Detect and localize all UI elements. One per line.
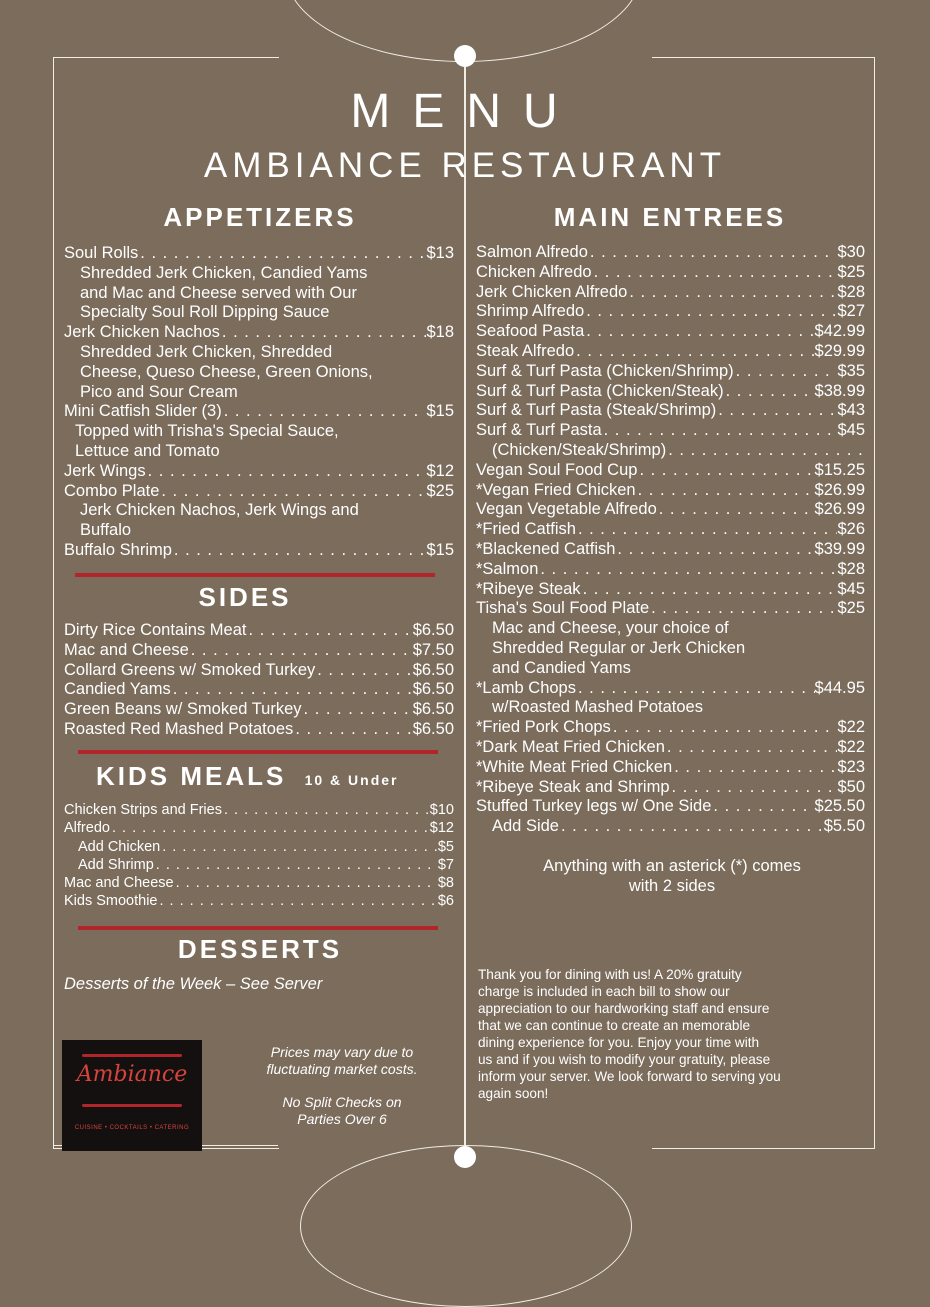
menu-item: Chicken Strips and Fries . . . $10 [64, 801, 454, 819]
menu-item: Chicken Alfredo . . . $25 [476, 263, 865, 283]
menu-item: (Chicken/Steak/Shrimp) . . . [476, 441, 865, 461]
menu-title: MENU [350, 85, 580, 138]
thank-you-line: inform your server. We look forward to serving you [478, 1069, 781, 1084]
menu-item: Salmon Alfredo . . . $30 [476, 243, 865, 263]
entrees-heading: MAIN ENTREES [553, 202, 787, 232]
thank-you-line: that we can continue to create an memorable [478, 1018, 751, 1033]
logo-ornament [82, 1104, 182, 1107]
menu-item: Green Beans w/ Smoked Turkey . . . $6.50 [64, 700, 454, 720]
menu-item: *Fried Pork Chops . . . $22 [476, 718, 865, 738]
menu-item: Soul Rolls . . . $13 [64, 244, 454, 264]
asterisk-note-line: with 2 sides [628, 876, 716, 895]
item-description: Topped with Trisha's Special Sauce, [75, 422, 339, 441]
logo-tagline: CUISINE • COCKTAILS • CATERING [74, 1125, 190, 1131]
menu-item: Surf & Turf Pasta (Chicken/Steak) . . . $38.99 [476, 382, 865, 402]
split-note-line: No Split Checks on [282, 1094, 402, 1110]
top-ornament [454, 45, 476, 67]
price-note-line: fluctuating market costs. [266, 1061, 418, 1077]
thank-you-line: us and if you wish to modify your gratuity, please [478, 1052, 771, 1067]
kids-title: KIDS MEALS [96, 761, 287, 791]
center-divider [464, 56, 466, 1156]
item-description: Pico and Sour Cream [80, 382, 238, 401]
menu-item: *Fried Catfish . . . $26 [476, 520, 865, 540]
entrees-list [476, 243, 865, 837]
item-description: Shredded Jerk Chicken, Candied Yams [80, 263, 368, 282]
price-note [232, 1044, 452, 1078]
divider-bar [78, 750, 438, 754]
restaurant-name: AMBIANCE RESTAURANT [203, 146, 727, 185]
menu-item: Combo Plate . . . $25 [64, 482, 454, 502]
menu-item: Mac and Cheese . . . $7.50 [64, 641, 454, 661]
asterisk-note-line: Anything with an asterick (*) comes [543, 857, 801, 875]
menu-item: Tisha's Soul Food Plate . . . $25 [476, 599, 865, 619]
menu-item: Alfredo . . . $12 [64, 819, 454, 837]
menu-item: Surf & Turf Pasta . . . $45 [476, 421, 865, 441]
menu-item: Steak Alfredo . . . $29.99 [476, 342, 865, 362]
thank-you-line: appreciation to our hardworking staff and ensure [478, 1001, 770, 1016]
menu-item: *Salmon . . . $28 [476, 560, 865, 580]
menu-item: Add Chicken . . . $5 [64, 838, 454, 856]
kids-heading [96, 761, 399, 792]
thank-you-line: again soon! [478, 1086, 549, 1101]
menu-item: Buffalo Shrimp . . . $15 [64, 541, 454, 561]
desserts-note: Desserts of the Week – See Server [64, 975, 323, 993]
item-description: and Candied Yams [492, 658, 631, 677]
menu-item: *Vegan Fried Chicken . . . $26.99 [476, 481, 865, 501]
menu-item: Roasted Red Mashed Potatoes . . . $6.50 [64, 720, 454, 740]
menu-item: Candied Yams . . . $6.50 [64, 680, 454, 700]
logo-ornament [82, 1054, 182, 1057]
menu-item: Vegan Vegetable Alfredo . . . $26.99 [476, 500, 865, 520]
menu-item: Surf & Turf Pasta (Chicken/Shrimp) . . . $35 [476, 362, 865, 382]
menu-item: *Ribeye Steak . . . $45 [476, 580, 865, 600]
menu-item: *Blackened Catfish . . . $39.99 [476, 540, 865, 560]
menu-item: Mini Catfish Slider (3) . . . $15 [64, 402, 454, 422]
bottom-ornament [454, 1146, 476, 1168]
item-description: Buffalo [80, 521, 132, 540]
divider-bar [75, 573, 435, 577]
item-description: Cheese, Queso Cheese, Green Onions, [80, 362, 373, 381]
menu-item: *Dark Meat Fried Chicken . . . $22 [476, 738, 865, 758]
item-description: Mac and Cheese, your choice of [492, 619, 729, 638]
menu-item: Stuffed Turkey legs w/ One Side . . . $25.50 [476, 797, 865, 817]
menu-item: Collard Greens w/ Smoked Turkey . . . $6.50 [64, 661, 454, 681]
split-note-line: Parties Over 6 [297, 1111, 387, 1127]
menu-item: Seafood Pasta . . . $42.99 [476, 322, 865, 342]
appetizers-list [64, 244, 454, 561]
appetizers-heading: APPETIZERS [163, 202, 357, 232]
menu-item: Mac and Cheese . . . $8 [64, 874, 454, 892]
ambiance-logo [62, 1040, 202, 1151]
menu-item: Kids Smoothie . . . $6 [64, 892, 454, 910]
menu-item: Dirty Rice Contains Meat . . . $6.50 [64, 621, 454, 641]
menu-item: Jerk Wings . . . $12 [64, 462, 454, 482]
menu-item: Add Shrimp . . . $7 [64, 856, 454, 874]
item-description: Shredded Regular or Jerk Chicken [492, 638, 746, 657]
desserts-heading: DESSERTS [177, 934, 343, 964]
menu-item: *Lamb Chops . . . $44.95 [476, 679, 865, 699]
item-description: Specialty Soul Roll Dipping Sauce [80, 303, 330, 322]
kids-age: 10 & Under [304, 772, 399, 788]
item-description: Lettuce and Tomato [75, 441, 220, 460]
asterisk-note [476, 857, 868, 897]
menu-item: *Ribeye Steak and Shrimp . . . $50 [476, 778, 865, 798]
menu-item: Vegan Soul Food Cup . . . $15.25 [476, 461, 865, 481]
sides-list [64, 621, 454, 740]
logo-script: Ambiance [76, 1062, 188, 1087]
item-description: and Mac and Cheese served with Our [80, 283, 357, 302]
item-description: Shredded Jerk Chicken, Shredded [80, 342, 333, 361]
price-note-line: Prices may vary due to [270, 1044, 414, 1060]
menu-item: Jerk Chicken Nachos . . . $18 [64, 323, 454, 343]
menu-item: Jerk Chicken Alfredo . . . $28 [476, 283, 865, 303]
kids-list [64, 801, 454, 911]
item-description: Jerk Chicken Nachos, Jerk Wings and [80, 501, 359, 520]
thank-you-line: dining experience for you. Enjoy your time with [478, 1035, 760, 1050]
bottom-arc [300, 1145, 632, 1307]
thank-you-line: Thank you for dining with us! A 20% gratuity [478, 967, 742, 982]
divider-bar [78, 926, 438, 930]
menu-item: Shrimp Alfredo . . . $27 [476, 302, 865, 322]
item-description: w/Roasted Mashed Potatoes [492, 698, 703, 717]
menu-item: Surf & Turf Pasta (Steak/Shrimp) . . . $43 [476, 401, 865, 421]
menu-item: *White Meat Fried Chicken . . . $23 [476, 758, 865, 778]
menu-item: Add Side . . . $5.50 [476, 817, 865, 837]
thank-you-line: charge is included in each bill to show our [478, 984, 730, 999]
split-note [232, 1094, 452, 1128]
thank-you-note [478, 966, 868, 1102]
sides-heading: SIDES [198, 582, 292, 612]
